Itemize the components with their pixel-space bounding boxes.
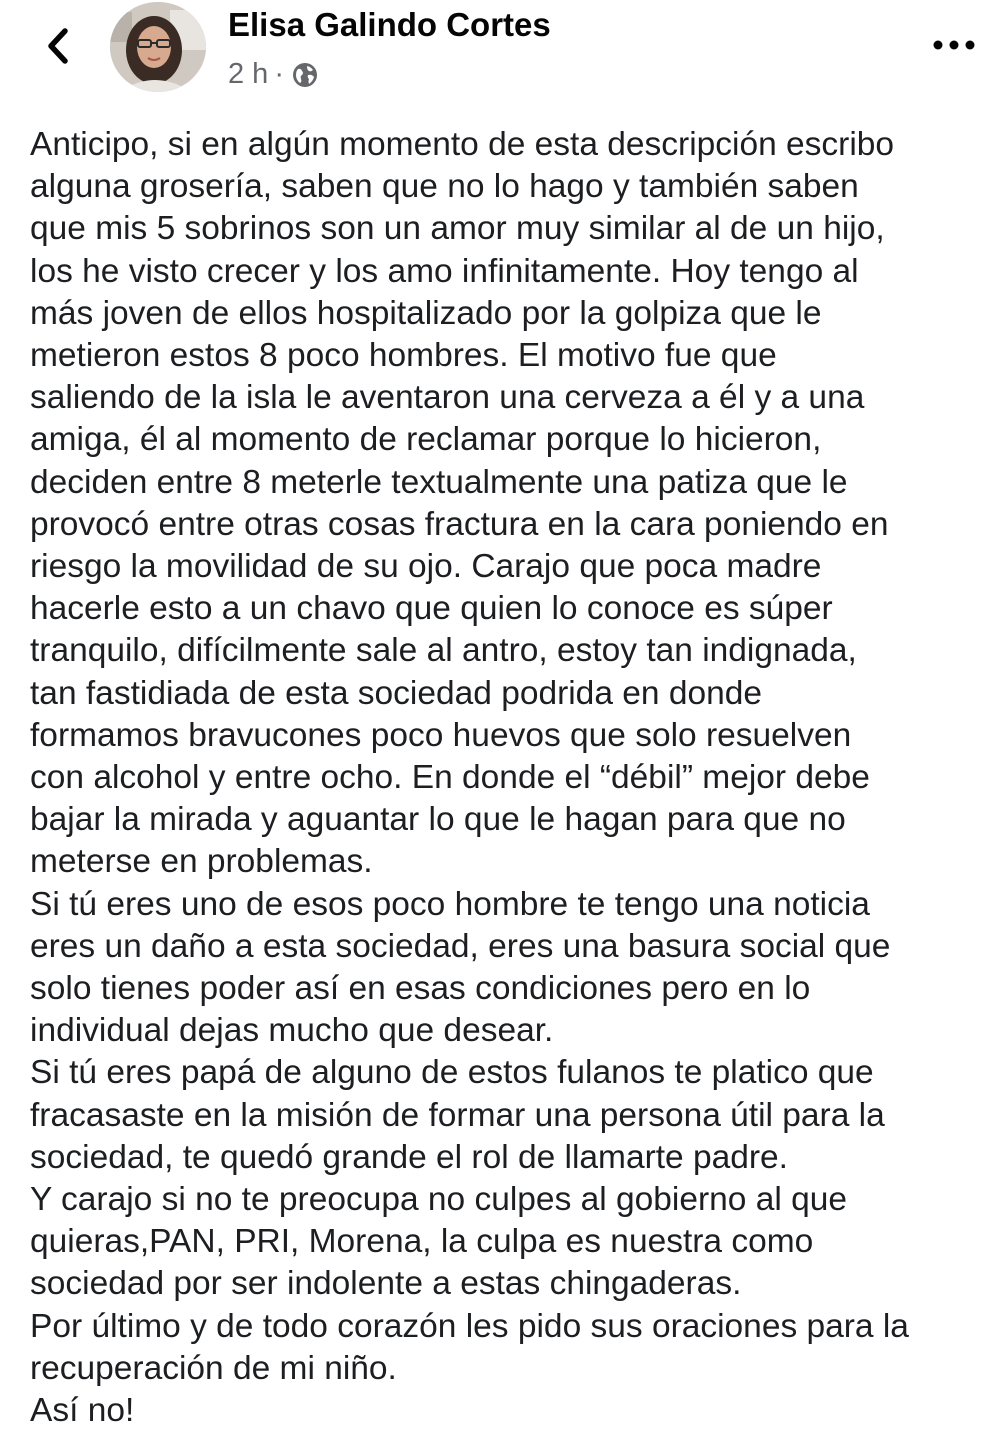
- post-line: que mis 5 sobrinos son un amor muy similar al de un hijo,: [30, 210, 885, 248]
- post-line: Si tú eres papá de alguno de estos fulanos te platico que: [30, 1054, 874, 1092]
- more-horizontal-icon: [932, 39, 976, 51]
- post-header: [0, 0, 1007, 110]
- author-name[interactable]: Elisa Galindo Cortes: [228, 6, 551, 43]
- back-button[interactable]: [30, 18, 86, 74]
- post-line: formamos bravucones poco huevos que solo resuelven: [30, 716, 852, 754]
- post-line: más joven de ellos hospitalizado por la golpiza que le: [30, 294, 822, 332]
- post-line: sociedad por ser indolente a estas chingaderas.: [30, 1265, 742, 1303]
- post-line: alguna grosería, saben que no lo hago y también saben: [30, 168, 859, 206]
- post-line: quieras,PAN, PRI, Morena, la culpa es nuestra como: [30, 1223, 814, 1261]
- post-line: riesgo la movilidad de su ojo. Carajo que poca madre: [30, 548, 822, 586]
- more-options-button[interactable]: [926, 30, 982, 60]
- timestamp[interactable]: 2 h: [228, 58, 269, 90]
- post-line: tranquilo, difícilmente sale al antro, estoy tan indignada,: [30, 632, 857, 670]
- post-line: bajar la mirada y aguantar lo que le hagan para que no: [30, 801, 846, 839]
- post-line: individual dejas mucho que desear.: [30, 1012, 554, 1050]
- post-line: Anticipo, si en algún momento de esta descripción escribo: [30, 126, 895, 163]
- post-line: meterse en problemas.: [30, 843, 373, 881]
- post-line: eres un daño a esta sociedad, eres una basura social que: [30, 927, 891, 965]
- post-line: hacerle esto a un chavo que quien lo conoce es súper: [30, 590, 833, 628]
- post-line: metieron estos 8 poco hombres. El motivo fue que: [30, 337, 777, 375]
- profile-photo: [110, 2, 206, 92]
- post-line: Así no!: [30, 1392, 135, 1430]
- post-line: solo tienes poder así en esas condiciones pero en lo: [30, 970, 811, 1008]
- chevron-left-icon: [43, 26, 73, 66]
- meta-separator: ·: [274, 58, 284, 90]
- post-line: los he visto crecer y los amo infinitamente. Hoy tengo al: [30, 252, 859, 290]
- post-line: sociedad, te quedó grande el rol de llamarte padre.: [30, 1138, 788, 1176]
- post-line: provocó entre otras cosas fractura en la cara poniendo en: [30, 505, 889, 543]
- post-line: Si tú eres uno de esos poco hombre te tengo una noticia: [30, 885, 870, 923]
- post-line: amiga, él al momento de reclamar porque lo hicieron,: [30, 421, 822, 459]
- post-meta: [228, 58, 318, 91]
- post-line: saliendo de la isla le aventaron una cerveza a él y a una: [30, 379, 865, 417]
- globe-icon[interactable]: [292, 62, 318, 88]
- post-line: con alcohol y entre ocho. En donde el “débil” mejor debe: [30, 759, 870, 797]
- post-line: deciden entre 8 meterle textualmente una patiza que le: [30, 463, 848, 501]
- avatar[interactable]: [110, 2, 206, 92]
- post-line: Y carajo si no te preocupa no culpes al gobierno al que: [30, 1181, 847, 1219]
- post-body: [30, 124, 990, 1432]
- post-line: tan fastidiada de esta sociedad podrida en donde: [30, 674, 762, 712]
- post-line: recuperación de mi niño.: [30, 1349, 397, 1387]
- post-line: fracasaste en la misión de formar una persona útil para la: [30, 1096, 885, 1134]
- post-line: Por último y de todo corazón les pido sus oraciones para la: [30, 1307, 909, 1345]
